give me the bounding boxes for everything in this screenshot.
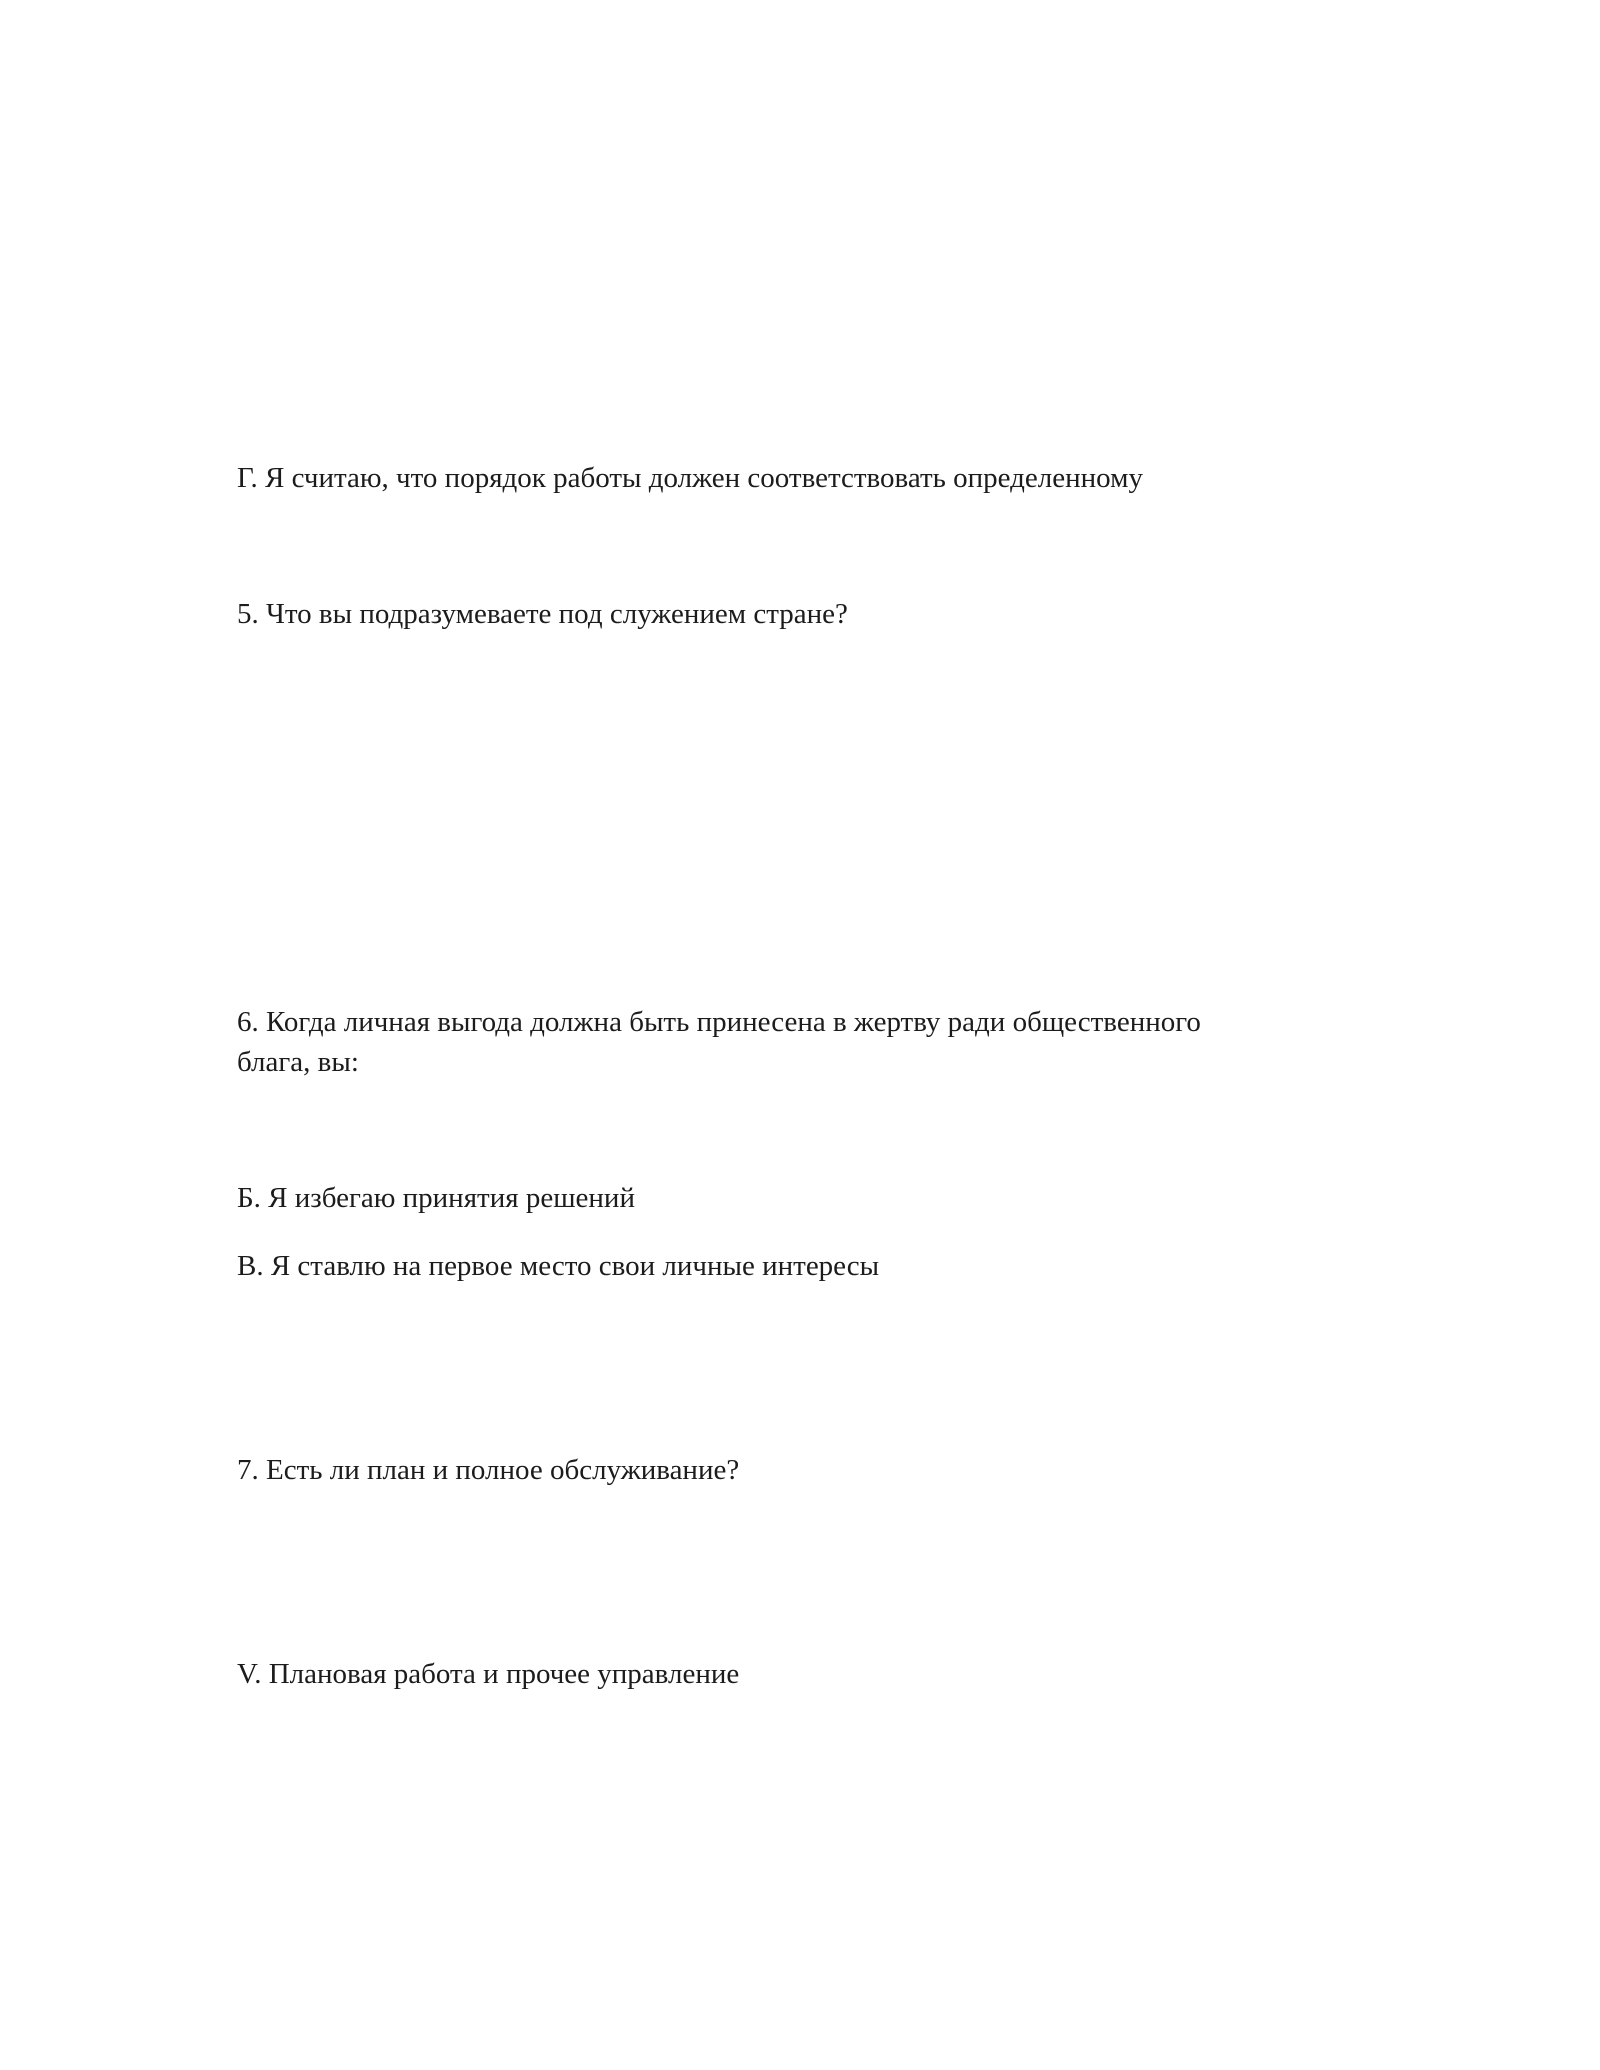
answer-option-v: В. Я ставлю на первое место свои личные интересы	[237, 1250, 880, 1282]
question-5: 5. Что вы подразумеваете под служением стране?	[237, 598, 848, 630]
question-6-line-2: блага, вы:	[237, 1046, 359, 1078]
answer-option-g: Г. Я считаю, что порядок работы должен соответствовать определенному	[237, 462, 1143, 494]
question-6-line-1: 6. Когда личная выгода должна быть принесена в жертву ради общественного	[237, 1006, 1201, 1038]
section-heading-v: V. Плановая работа и прочее управление	[237, 1658, 740, 1690]
question-7: 7. Есть ли план и полное обслуживание?	[237, 1454, 740, 1486]
answer-option-b: Б. Я избегаю принятия решений	[237, 1182, 635, 1214]
